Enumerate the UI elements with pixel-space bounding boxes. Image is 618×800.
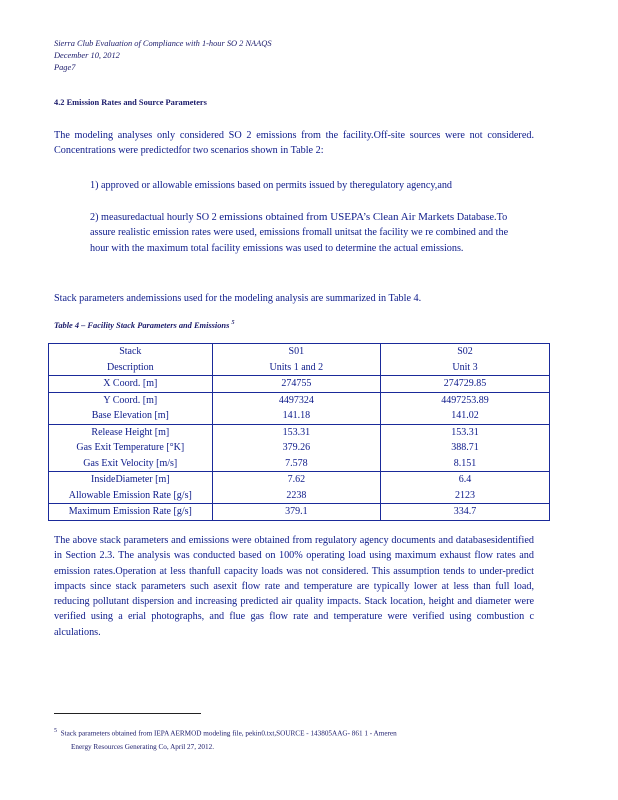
row-s02: 274729.85 xyxy=(381,376,550,393)
row-s01: 379.1 xyxy=(212,504,380,521)
list-item-2-lead: 2) measuredactual hourly SO 2 xyxy=(90,212,220,223)
table-row xyxy=(49,408,550,424)
row-s02: 6.4 xyxy=(381,472,550,488)
header-s01: S01 Units 1 and 2 xyxy=(212,344,380,376)
footnote-mark: 5 xyxy=(54,728,57,734)
header-date: December 10, 2012 xyxy=(54,51,120,60)
footnote-divider xyxy=(54,713,201,714)
row-s02: 2123 xyxy=(381,488,550,504)
table-row xyxy=(49,424,550,440)
table-row xyxy=(49,472,550,488)
row-label: Maximum Emission Rate [g/s] xyxy=(49,504,213,521)
row-s01: 379.26 xyxy=(212,440,380,456)
analysis-paragraph: The above stack parameters and emissions were obtained from regulatory agency documents and databasesidentified in Section 2.3. The analysis was conducted based on 100% operating load using maximum exhaust flow rates and emission rates.Operation at less thanfull capacity loads was not considered. This assumption tends to under-predict impacts since stack parameters such asexit flow rate and temperature are typically lower at less than full load, reducing pollutant dispersion and increasing predicted air quality impacts. Stack location, height and diameter were verified using a erial photographs, and flue gas flow rate and temperature were verified using combustion c alculations. xyxy=(54,535,534,638)
table-row xyxy=(49,440,550,456)
stack-paragraph: Stack parameters andemissions used for the modeling analysis are summarized in Table 4. xyxy=(54,293,422,304)
list-item-2-emphasis: emissions obtained from USEPA’s Clean Air Markets xyxy=(219,211,455,223)
table-caption-text: Table 4 – Facility Stack Parameters and Emissions xyxy=(54,320,230,330)
row-s02: 8.151 xyxy=(381,456,550,472)
section-title: 4.2 Emission Rates and Source Parameters xyxy=(54,98,207,107)
row-label: Base Elevation [m] xyxy=(49,408,213,424)
row-label: Release Height [m] xyxy=(49,424,213,440)
row-s01: 7.578 xyxy=(212,456,380,472)
table-header-row xyxy=(49,344,550,376)
table-row xyxy=(49,392,550,408)
row-s01: 7.62 xyxy=(212,472,380,488)
row-s02: 4497253.89 xyxy=(381,392,550,408)
row-s02: 388.71 xyxy=(381,440,550,456)
footnote-line-1: $^5$ Stack parameters obtained from IEPA AERMOD modeling file, pekin0.txt,SOURCE - 143805AAG- 861 1 - Ameren xyxy=(54,728,397,738)
table-caption-footnote-mark: 5 xyxy=(231,320,235,326)
row-s01: 2238 xyxy=(212,488,380,504)
row-label: Gas Exit Temperature [°K] xyxy=(49,440,213,456)
table-row xyxy=(49,504,550,521)
table-row xyxy=(49,456,550,472)
row-label: InsideDiameter [m] xyxy=(49,472,213,488)
row-label: Y Coord. [m] xyxy=(49,392,213,408)
row-s01: 274755 xyxy=(212,376,380,393)
row-label: Allowable Emission Rate [g/s] xyxy=(49,488,213,504)
list-item-2 xyxy=(90,210,527,256)
row-s01: 4497324 xyxy=(212,392,380,408)
table-row xyxy=(49,376,550,393)
row-label: X Coord. [m] xyxy=(49,376,213,393)
list-item-1: 1) approved or allowable emissions based on permits issued by theregulatory agency,and xyxy=(90,180,453,191)
row-s01: 153.31 xyxy=(212,424,380,440)
header-stack-description: Stack Description xyxy=(49,344,213,376)
header-s02: S02 Unit 3 xyxy=(381,344,550,376)
header-page-number: Page7 xyxy=(54,63,76,72)
row-s02: 153.31 xyxy=(381,424,550,440)
header-title: Sierra Club Evaluation of Compliance with 1-hour SO 2 NAAQS xyxy=(54,39,272,48)
row-s01: 141.18 xyxy=(212,408,380,424)
intro-paragraph: The modeling analyses only considered SO 2 emissions from the facility.Off-site sources were not considered. Concentrations were predictedfor two scenarios shown in Table 2: xyxy=(54,130,534,157)
row-s02: 141.02 xyxy=(381,408,550,424)
row-s02: 334.7 xyxy=(381,504,550,521)
table-row xyxy=(49,488,550,504)
list-item-2-rest: Database.To assure realistic emission rates were used, emissions fromall unitsat the facility we re combined and the hour with the maximum total facility emissions was used to determine the actual emissions. xyxy=(90,212,509,254)
footnote-line-2: Energy Resources Generating Co, April 27, 2012. xyxy=(71,743,214,752)
row-label: Gas Exit Velocity [m/s] xyxy=(49,456,213,472)
footnote xyxy=(54,724,538,754)
page-header xyxy=(54,38,272,74)
table-caption xyxy=(54,320,234,330)
stack-parameters-table xyxy=(48,343,550,521)
